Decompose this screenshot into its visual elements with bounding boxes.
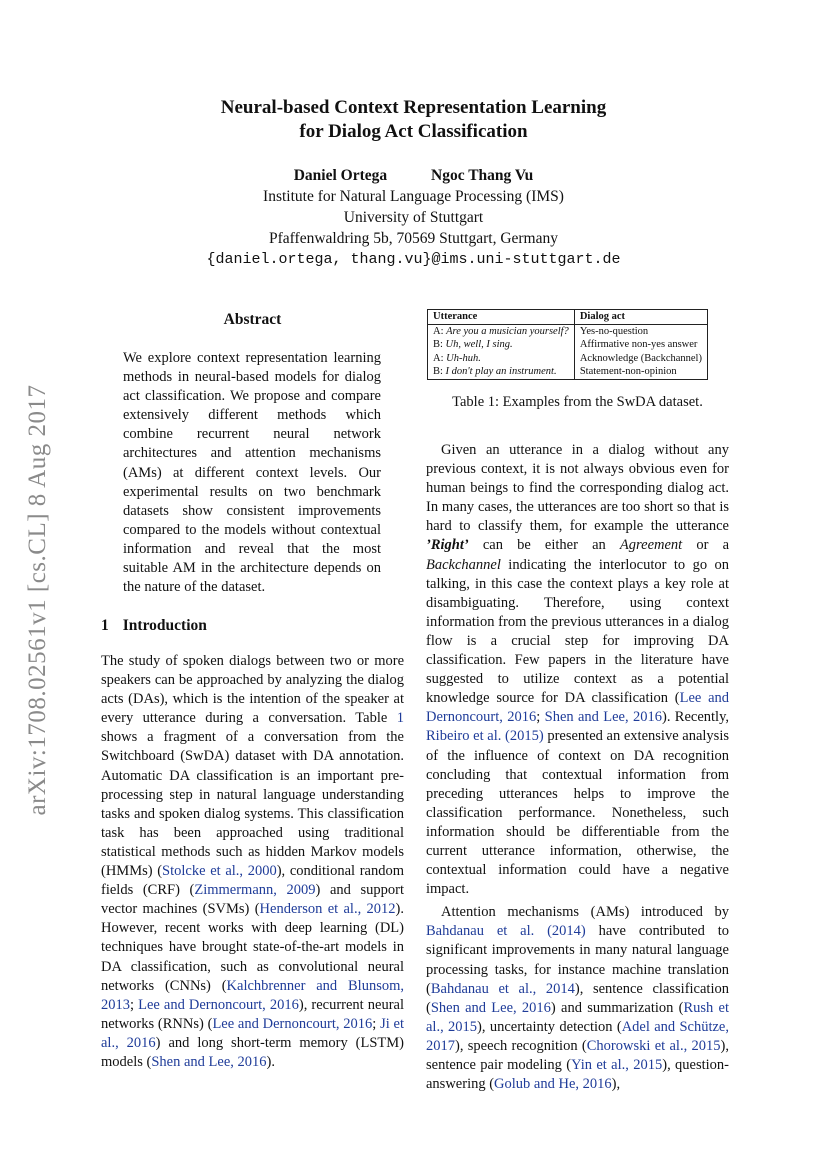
- affiliation-university: University of Stuttgart: [343, 209, 484, 226]
- affiliation-institute: Institute for Natural Language Processing (IMS): [263, 188, 564, 205]
- abstract-text: We explore context representation learning methods in neural-based models for dialog act classification. We propose and compare extensively different methods which combine recurrent neural network architectures and attention mechanisms (AMs) at different context levels. Our experimental results on two benchmark datasets show consistent improvements compared to the models without contextual information and reveal that the most suitable AM in the architecture depends on the nature of the dataset.: [123, 350, 381, 596]
- table-row: A: Are you a musician yourself? Yes-no-question: [428, 324, 708, 338]
- citation-link[interactable]: Rush et al., 2015: [426, 999, 730, 1035]
- citation-link[interactable]: Chorowski et al., 2015: [586, 1037, 721, 1054]
- author-vu: Ngoc Thang Vu: [431, 167, 534, 184]
- table-cell-act: Acknowledge (Backchannel): [574, 352, 707, 366]
- table-cell-utterance: Uh-huh.: [446, 352, 481, 364]
- citation-link[interactable]: Lee and Dernoncourt, 2016: [138, 996, 299, 1013]
- citation-link[interactable]: Henderson et al., 2012: [259, 901, 396, 918]
- citation-link[interactable]: Ribeiro et al. (2015): [426, 728, 544, 745]
- arxiv-stamp: [14, 370, 62, 830]
- citation-link[interactable]: Ji et al., 2016: [101, 1015, 404, 1051]
- citation-link[interactable]: Kalchbrenner and Blunsom, 2013: [101, 977, 404, 1013]
- citation-link[interactable]: Bahdanau et al., 2014: [430, 980, 575, 997]
- citation-link[interactable]: Zimmermann, 2009: [194, 882, 316, 899]
- section-introduction-heading: [101, 617, 404, 635]
- citation-link[interactable]: Adel and Schütze, 2017: [426, 1018, 729, 1054]
- citation-link[interactable]: Shen and Lee, 2016: [544, 709, 662, 726]
- swda-examples-table: [427, 309, 708, 380]
- author-email: {daniel.ortega, thang.vu}@ims.uni-stuttgart.de: [206, 251, 621, 268]
- table-cell-utterance: Are you a musician yourself?: [446, 325, 569, 337]
- arxiv-stamp-text: arXiv:1708.02561v1 [cs.CL] 8 Aug 2017: [24, 384, 51, 816]
- introduction-paragraph-2: Given an utterance in a dialog without any previous context, it is not always obvious even for human beings to find the corresponding dialog act. In many cases, the utterances are too short so that is hard to classify them, for example the utterance ’Right’ can be either an Agreement or a Backchannel indicating the interlocutor to go on talking, in this case the context plays a key role at disambiguating. Therefore, using context information from the previous utterances in a dialog flow is a crucial step for improving DA classification. Few papers in the literature have suggested to utilize context as a potential knowledge source for DA classification (Lee and Dernoncourt, 2016; Shen and Lee, 2016). Recently, Ribeiro et al. (2015) presented an extensive analysis of the influence of context on DA recognition concluding that contextual information from preceding utterances helps to improve the classification performance. Nonetheless, such information should be differentiable from the current utterance information, otherwise, the contextual information could have a negative impact. Attention mechanisms (AMs) introduced by Bahdanau et al. (2014) have contributed to significant improvements in many natural language processing tasks, for instance machine translation (Bahdanau et al., 2014), sentence classification (Shen and Lee, 2016) and summarization (Rush et al., 2015), uncertainty detection (Adel and Schütze, 2017), speech recognition (Chorowski et al., 2015), sentence pair modeling (Yin et al., 2015), question-answering (Golub and He, 2016),: [426, 442, 730, 1093]
- paper-title-line1: Neural-based Context Representation Learning: [220, 97, 607, 118]
- table-swda: [427, 309, 708, 380]
- table-row: A: Uh-huh. Acknowledge (Backchannel): [428, 352, 708, 366]
- affiliation-address: Pfaffenwaldring 5b, 70569 Stuttgart, Germany: [269, 230, 558, 247]
- table-cell-utterance: I don't play an instrument.: [445, 366, 557, 377]
- section-title: Introduction: [122, 617, 207, 634]
- table-row: B: I don't play an instrument. Statement-non-opinion: [428, 365, 708, 379]
- citation-link[interactable]: Shen and Lee, 2016: [430, 999, 551, 1016]
- citation-link[interactable]: Bahdanau et al. (2014): [426, 923, 586, 940]
- table-ref-link[interactable]: 1: [396, 710, 404, 727]
- citation-link[interactable]: Lee and Dernoncourt, 2016: [212, 1015, 373, 1032]
- author-names: [0, 165, 827, 270]
- introduction-paragraph-1: The study of spoken dialogs between two or more speakers can be approached by analyzing the dialog acts (DAs), which is the intention of the speaker at every utterance during a conversation. Table 1 shows a fragment of a conversation from the Switchboard (SwDA) dataset with DA annotation. Automatic DA classification is an important pre-processing step in natural language understanding tasks and spoken dialog systems. This classification task has been approached using traditional statistical methods such as hidden Markov models (HMMs) (Stolcke et al., 2000), conditional random fields (CRF) (Zimmermann, 2009) and support vector machines (SVMs) (Henderson et al., 2012). However, recent works with deep learning (DL) techniques have brought state-of-the-art models in DA classification, such as convolutional neural networks (CNNs) (Kalchbrenner and Blunsom, 2013; Lee and Dernoncourt, 2016), recurrent neural networks (RNNs) (Lee and Dernoncourt, 2016; Ji et al., 2016) and long short-term memory (LSTM) models (Shen and Lee, 2016).: [101, 653, 405, 1070]
- section-number: 1: [101, 617, 109, 634]
- table-cell-act: Yes-no-question: [574, 324, 707, 338]
- table-caption: Table 1: Examples from the SwDA dataset.: [452, 394, 703, 410]
- table-header-utterance: Utterance: [428, 310, 575, 325]
- table-header-dialog-act: Dialog act: [574, 310, 707, 325]
- citation-link[interactable]: Golub and He, 2016: [494, 1076, 612, 1093]
- paper-title-line2: for Dialog Act Classification: [299, 121, 528, 142]
- author-ortega: Daniel Ortega: [293, 167, 388, 184]
- table-cell-act: Statement-non-opinion: [574, 365, 707, 379]
- table-cell-act: Affirmative non-yes answer: [574, 338, 707, 352]
- abstract-heading: Abstract: [223, 311, 282, 328]
- table-cell-utterance: Uh, well, I sing.: [445, 339, 513, 350]
- citation-link[interactable]: Yin et al., 2015: [571, 1057, 663, 1073]
- citation-link[interactable]: Lee and Dernoncourt, 2016: [426, 690, 730, 726]
- citation-link[interactable]: Shen and Lee, 2016: [151, 1053, 267, 1070]
- table-row: B: Uh, well, I sing. Affirmative non-yes answer: [428, 338, 708, 352]
- citation-link[interactable]: Stolcke et al., 2000: [162, 863, 277, 880]
